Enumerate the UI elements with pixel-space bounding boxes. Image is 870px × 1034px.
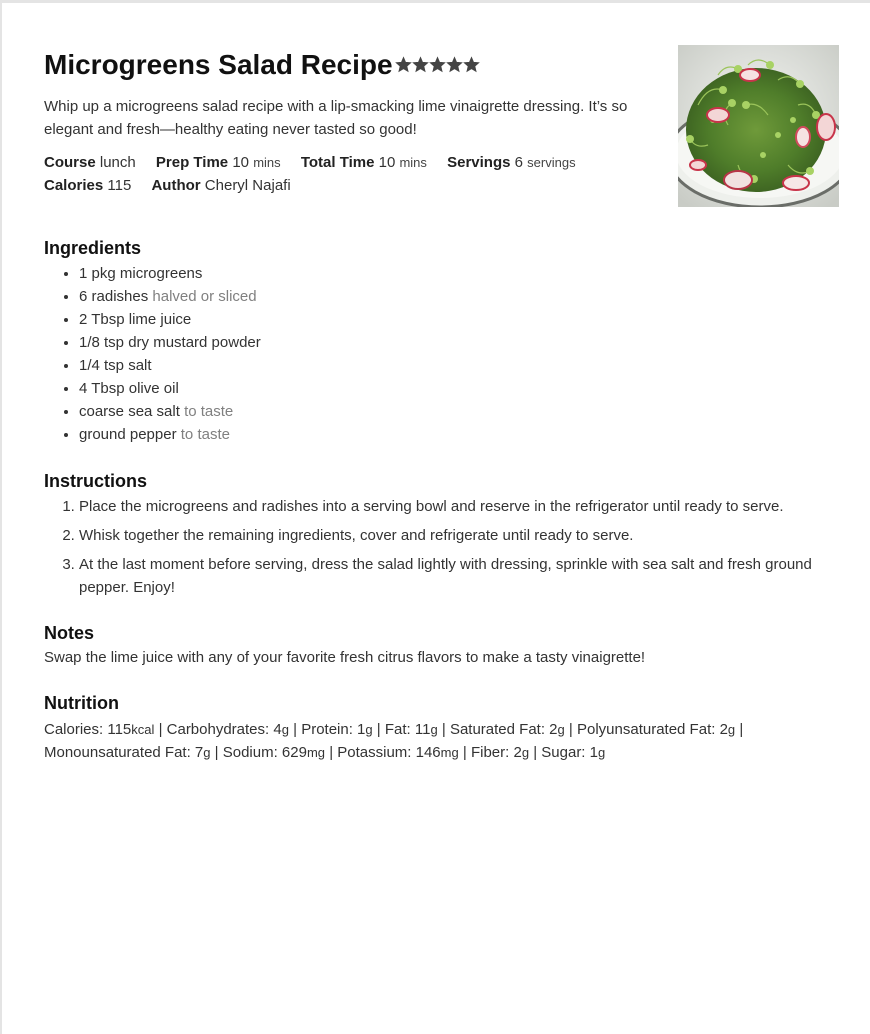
meta-calories-value: 115 bbox=[107, 177, 132, 194]
instructions-section bbox=[44, 469, 839, 599]
nutrition-item: Fat: 11g bbox=[384, 721, 438, 738]
ingredient-item: • 1/8 tsp dry mustard powder bbox=[79, 331, 839, 354]
meta-servings-value: 6 bbox=[514, 154, 523, 171]
meta-servings-unit: servings bbox=[527, 155, 576, 170]
star-icon[interactable] bbox=[463, 56, 480, 73]
nutrition-heading: Nutrition bbox=[44, 693, 119, 713]
ingredient-item: • ground pepper to taste bbox=[79, 423, 839, 446]
instructions-list bbox=[44, 495, 839, 599]
nutrition-item: Sodium: 629mg bbox=[222, 744, 326, 761]
star-icon[interactable] bbox=[429, 56, 446, 73]
nutrition-item: Calories: 115kcal bbox=[44, 721, 155, 738]
meta-prep-time-value: 10 bbox=[232, 154, 250, 171]
ingredient-item: • 1/4 tsp salt bbox=[79, 354, 839, 377]
meta-author bbox=[151, 174, 290, 197]
notes-text: Swap the lime juice with any of your favorite fresh citrus flavors to make a tasty vinaigrette! bbox=[44, 649, 646, 666]
meta-prep-time bbox=[156, 151, 281, 174]
meta-total-time-unit: mins bbox=[399, 155, 427, 170]
ingredients-section bbox=[44, 236, 839, 446]
star-icon[interactable] bbox=[446, 56, 463, 73]
rating-stars[interactable] bbox=[395, 43, 480, 83]
nutrition-item: Fiber: 2g bbox=[470, 744, 530, 761]
notes-section bbox=[44, 621, 839, 669]
salad-photo-icon bbox=[678, 45, 839, 207]
meta-total-time-value: 10 bbox=[378, 154, 396, 171]
nutrition-item: Carbohydrates: 4g bbox=[166, 721, 289, 738]
notes-heading: Notes bbox=[44, 623, 95, 643]
nutrition-section bbox=[44, 691, 839, 764]
ingredient-item: • 1 pkg microgreens bbox=[79, 262, 839, 285]
nutrition-item: Polyunsaturated Fat: 2g bbox=[576, 721, 736, 738]
ingredient-item: • 6 radishes halved or sliced bbox=[79, 285, 839, 308]
meta-prep-time-label: Prep Time bbox=[155, 154, 229, 171]
ingredient-item: • coarse sea salt to taste bbox=[79, 400, 839, 423]
ingredient-item: • 2 Tbsp lime juice bbox=[79, 308, 839, 331]
star-icon[interactable] bbox=[395, 56, 412, 73]
meta-author-value: Cheryl Najafi bbox=[204, 177, 291, 194]
recipe-summary: Whip up a microgreens salad recipe with a lip-smacking lime vinaigrette dressing. It’s so elegant and fresh—healthy eating never tasted so good! bbox=[44, 98, 628, 138]
meta-total-time bbox=[301, 151, 427, 174]
meta-course-label: Course bbox=[44, 154, 96, 171]
meta-prep-time-unit: mins bbox=[253, 155, 281, 170]
recipe-title: Microgreens Salad Recipe bbox=[44, 49, 393, 80]
ingredients-list bbox=[44, 262, 839, 446]
recipe-card bbox=[44, 43, 839, 764]
meta-calories-label: Calories bbox=[44, 177, 104, 194]
meta-servings bbox=[447, 151, 575, 174]
recipe-header bbox=[44, 43, 839, 213]
nutrition-item: Monounsaturated Fat: 7g bbox=[44, 744, 211, 761]
meta-course bbox=[44, 151, 136, 174]
recipe-meta bbox=[44, 151, 644, 197]
meta-course-value: lunch bbox=[99, 154, 136, 171]
meta-servings-label: Servings bbox=[447, 154, 511, 171]
nutrition-item: Saturated Fat: 2g bbox=[449, 721, 565, 738]
instruction-step: 2. Whisk together the remaining ingredients, cover and refrigerate until ready to serve. bbox=[79, 524, 839, 547]
nutrition-item: Sugar: 1g bbox=[541, 744, 606, 761]
instructions-heading: Instructions bbox=[44, 471, 148, 491]
recipe-photo bbox=[678, 45, 839, 207]
star-icon[interactable] bbox=[412, 56, 429, 73]
nutrition-item: Protein: 1g bbox=[301, 721, 373, 738]
instruction-step: 3. At the last moment before serving, dress the salad lightly with dressing, sprinkle with sea salt and fresh ground pepper. Enjoy! bbox=[79, 553, 839, 599]
nutrition-facts: Calories: 115kcal | Carbohydrates: 4g | Protein: 1g | Fat: 11g | Saturated Fat: 2g | Polyunsaturated Fat: 2g | Monounsaturated Fat: 7g | Sodium: 629mg | Potassium: 146mg | Fiber: 2g | Sugar: 1g bbox=[44, 721, 744, 761]
ingredient-item: • 4 Tbsp olive oil bbox=[79, 377, 839, 400]
ingredients-heading: Ingredients bbox=[44, 238, 142, 258]
instruction-step: 1. Place the microgreens and radishes into a serving bowl and reserve in the refrigerator until ready to serve. bbox=[79, 495, 839, 518]
meta-calories bbox=[44, 174, 131, 197]
meta-author-label: Author bbox=[151, 177, 201, 194]
meta-total-time-label: Total Time bbox=[300, 154, 375, 171]
nutrition-item: Potassium: 146mg bbox=[337, 744, 459, 761]
